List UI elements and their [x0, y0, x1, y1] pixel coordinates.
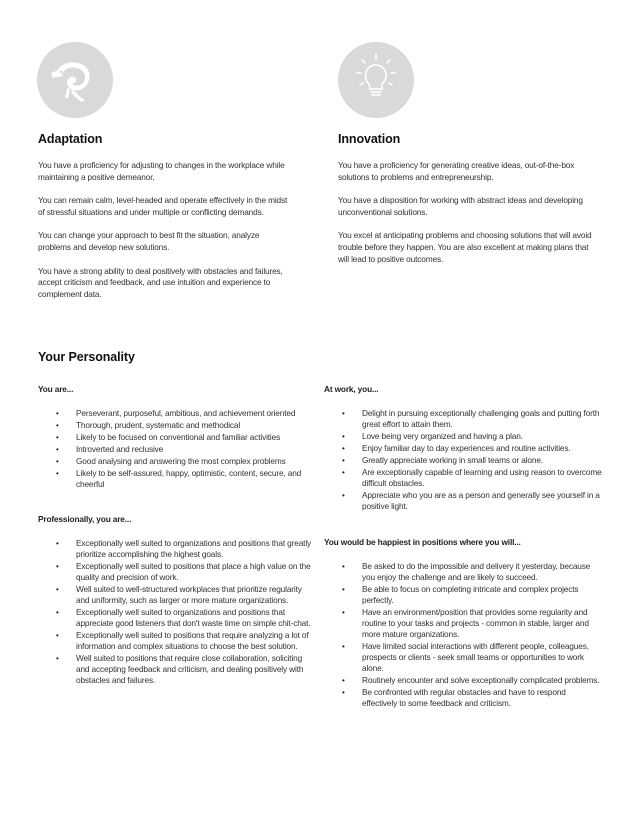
happiest-section — [324, 537, 602, 710]
adaptation-section — [38, 132, 288, 312]
list-item: • Exceptionally well suited to organizations and positions that greatly prioritize accomplishing the highest goals. — [38, 538, 316, 560]
list-item: • Good analysing and answering the most complex problems — [38, 456, 316, 467]
list-item: • Greatly appreciate working in small teams or alone. — [324, 455, 602, 466]
happiest-heading: You would be happiest in positions where you will... — [324, 537, 521, 547]
list-item: • Are exceptionally capable of learning and using reason to overcome difficult obstacles. — [324, 467, 602, 489]
innovation-paragraph: You have a disposition for working with abstract ideas and developing unconventional solutions. — [338, 195, 583, 217]
innovation-section — [338, 132, 596, 277]
at-work-section — [324, 384, 602, 513]
list-item: • Appreciate who you are as a person and generally see yourself in a positive light. — [324, 490, 602, 512]
at-work-list — [324, 408, 602, 512]
you-are-heading: You are... — [38, 384, 74, 394]
professionally-section — [38, 514, 316, 687]
list-item: • Well suited to positions that require close collaboration, soliciting and accepting feedback and criticism, and dealing positively with obstacles and failures. — [38, 653, 316, 686]
list-item: • Exceptionally well suited to positions that require analyzing a lot of information and complex situations to choose the best solution. — [38, 630, 316, 652]
list-item: • Enjoy familiar day to day experiences and routine activities. — [324, 443, 602, 454]
list-item: • Be asked to do the impossible and delivery it yesterday, because you enjoy the challenge and are likely to succeed. — [324, 561, 602, 583]
list-item: • Be able to focus on completing intricate and complex projects perfectly. — [324, 584, 602, 606]
adaptation-paragraph: You have a proficiency for adjusting to changes in the workplace while maintaining a positive demeanor. — [38, 160, 285, 182]
list-item: • Routinely encounter and solve exceptionally complicated problems. — [324, 675, 602, 686]
list-item: • Have limited social interactions with different people, colleagues, prospects or clients - seek small teams or opportunities to work alone. — [324, 641, 602, 674]
list-item: • Be confronted with regular obstacles and have to respond effectively to some feedback and criticism. — [324, 687, 602, 709]
adaptation-paragraph: You can change your approach to best fit the situation, analyze problems and develop new solutions. — [38, 230, 260, 252]
list-item: • Exceptionally well suited to organizations and positions that appreciate good listeners that don't waste time on simple chit-chat. — [38, 607, 316, 629]
list-item: • Delight in pursuing exceptionally challenging goals and putting forth great effort to attain them. — [324, 408, 602, 430]
list-item: • Exceptionally well suited to positions that place a high value on the quality and precision of work. — [38, 561, 316, 583]
you-are-section — [38, 384, 316, 491]
innovation-paragraph: You have a proficiency for generating creative ideas, out-of-the-box solutions to problems and entrepreneurship. — [338, 160, 575, 182]
adaptation-title: Adaptation — [38, 132, 103, 146]
professionally-list — [38, 538, 316, 686]
you-are-list — [38, 408, 316, 490]
adaptation-paragraph: You can remain calm, level-headed and operate effectively in the midst of stressful situations and under multiple or conflicting demands. — [38, 195, 288, 217]
list-item: • Thorough, prudent, systematic and methodical — [38, 420, 316, 431]
list-item: • Have an environment/position that provides some regularity and routine to your tasks and projects - common in stable, larger and more mature organizations. — [324, 607, 602, 640]
innovation-paragraph: You excel at anticipating problems and choosing solutions that will avoid trouble before they happen. You are also excellent at making plans that will lead to positive outcomes. — [338, 230, 592, 264]
list-item: • Likely to be self-assured, happy, optimistic, content, secure, and cheerful — [38, 468, 316, 490]
innovation-badge — [338, 42, 414, 118]
list-item: • Likely to be focused on conventional and familiar activities — [38, 432, 316, 443]
personality-title: Your Personality — [38, 350, 135, 364]
list-item: • Perseverant, purposeful, ambitious, and achievement oriented — [38, 408, 316, 419]
list-item: • Well suited to well-structured workplaces that prioritize regularity and uniformity, such as larger or more mature organizations. — [38, 584, 316, 606]
professionally-heading: Professionally, you are... — [38, 514, 132, 524]
chameleon-icon — [37, 42, 113, 118]
at-work-heading: At work, you... — [324, 384, 379, 394]
happiest-list — [324, 561, 602, 709]
lightbulb-icon — [338, 42, 414, 118]
list-item: • Love being very organized and having a plan. — [324, 431, 602, 442]
list-item: • Introverted and reclusive — [38, 444, 316, 455]
adaptation-badge — [37, 42, 113, 118]
adaptation-paragraph: You have a strong ability to deal positively with obstacles and failures, accept criticism and feedback, and use intuition and experience to complement data. — [38, 265, 283, 299]
innovation-title: Innovation — [338, 132, 401, 146]
